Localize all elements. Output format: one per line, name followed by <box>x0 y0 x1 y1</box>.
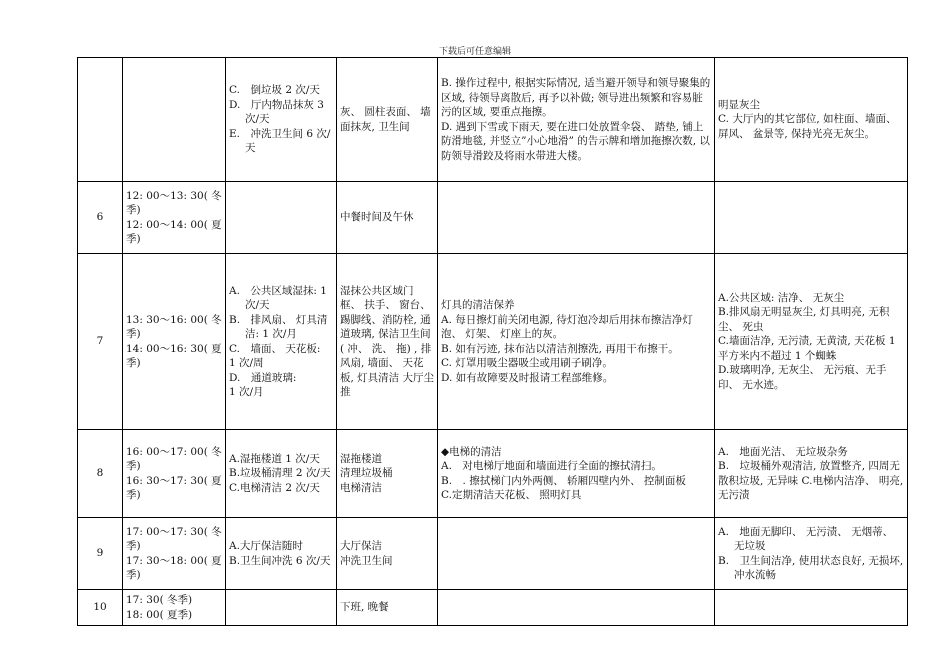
standard-cell <box>715 430 908 518</box>
method-cell <box>438 590 715 626</box>
frequency-item: A.湿拖楼道 1 次/天 <box>229 452 320 465</box>
row-number: 8 <box>78 430 123 518</box>
method-item: D. 如有故障要及时报请工程部维修。 <box>441 371 614 384</box>
content-cell: 灰、 圆柱表面、 墙面抹灰, 卫生间 <box>337 58 438 182</box>
time-item: 16: 30～17: 30( 夏季) <box>126 474 222 501</box>
standard-item: C. 大厅内的其它部位, 如柱面、墙面、 屏风、 盆景等, 保持光亮无灰尘。 <box>718 113 897 140</box>
row-number: 10 <box>78 590 123 626</box>
standard-item: D.玻璃明净, 无灰尘、 无污痕、无手印、 无水迹。 <box>718 364 887 391</box>
standard-cell <box>715 518 908 590</box>
method-item: A. 每日擦灯前关闭电源, 待灯泡冷却后用抹布擦洁净灯泡、 灯架、 灯座上的灰。 <box>441 313 693 340</box>
method-item: B. 如有污迹, 抹布沾以清洁剂擦洗, 再用干布擦干。 <box>441 342 679 355</box>
method-item: A. 对电梯厅地面和墙面进行全面的擦拭清扫。 <box>441 460 662 472</box>
method-item: D. 遇到下雪或下雨天, 要在进口处放置伞袋、 踏垫, 铺上防滑地毯, 并竖立”小心地滑” 的告示牌和增加拖擦次数, 以防领导滑跤及将雨水带进大楼。 <box>441 120 710 162</box>
standard-item: A. 地面光洁、 无垃圾杂务 <box>718 445 848 458</box>
table-row <box>78 254 908 430</box>
time-item: 12: 00～14: 00( 夏季) <box>126 218 222 245</box>
content-item: 电梯清洁 <box>340 481 382 494</box>
method-cell <box>438 430 715 518</box>
standard-cell <box>715 58 908 182</box>
cleaning-schedule-table <box>77 57 908 626</box>
standard-item: C.墙面洁净, 无污渍, 无黄渍, 天花板 1 平方米内不超过 1 个蜘蛛 <box>718 335 896 362</box>
method-cell <box>438 182 715 254</box>
content-item: 大厅保洁 <box>340 540 382 552</box>
time-item: 13: 30～16: 00( 冬季) <box>126 313 222 340</box>
standard-cell <box>715 254 908 430</box>
method-cell <box>438 58 715 182</box>
frequency-item: B.垃圾桶清理 2 次/天 <box>229 467 331 480</box>
table-row <box>78 590 908 626</box>
frequency-item: B.卫生间冲洗 6 次/天 <box>229 554 331 567</box>
time-item: 14: 00～16: 30( 夏季) <box>126 342 222 369</box>
content-cell <box>337 430 438 518</box>
content-item: 湿拖楼道 <box>340 452 382 465</box>
time-cell <box>123 430 226 518</box>
standard-item: B. 垃圾桶外观清洁, 放置整齐, 四周无散积垃圾, 无异味 C.电梯内洁净、 明亮, 无污渍 <box>718 460 904 501</box>
standard-item: B.排风扇无明显灰尘, 灯具明亮, 无积尘、 死虫 <box>718 306 890 333</box>
time-cell <box>123 58 226 182</box>
standard-item: B. 卫生间洁净, 使用状态良好, 无损坏, 冲水流畅 <box>718 554 904 581</box>
method-cell <box>438 254 715 430</box>
frequency-item: E. 冲洗卫生间 6 次/天 <box>229 127 331 155</box>
frequency-item: 1 次/周 <box>229 357 264 369</box>
frequency-item: A.大厅保洁随时 <box>229 540 303 552</box>
standard-item: 明显灰尘 <box>718 98 760 111</box>
frequency-cell <box>226 254 337 430</box>
standard-item: A. 地面无脚印、 无污渍、 无烟蒂、 无垃圾 <box>718 525 894 552</box>
content-item: 冲洗卫生间 <box>340 554 393 567</box>
row-number: 7 <box>78 254 123 430</box>
time-item: 17: 00～17: 30( 冬季) <box>126 525 222 552</box>
standard-cell <box>715 590 908 626</box>
frequency-item: C. 倒垃圾 2 次/天 <box>229 84 320 97</box>
time-item: 16: 00～17: 00( 冬季) <box>126 445 222 472</box>
row-number: 9 <box>78 518 123 590</box>
time-item: 18: 00( 夏季) <box>126 608 193 621</box>
row-number <box>78 58 123 182</box>
content-cell <box>337 518 438 590</box>
table-row <box>78 518 908 590</box>
table-row <box>78 58 908 182</box>
frequency-item: B. 排风扇、 灯具清洁: 1 次/月 <box>229 313 328 340</box>
table-row <box>78 430 908 518</box>
method-title: 灯具的清洁保养 <box>441 299 515 311</box>
frequency-item: D. 厅内物品抹灰 3 次/天 <box>229 98 324 126</box>
time-item: 17: 30～18: 00( 夏季) <box>126 554 222 581</box>
content-item: 清理垃圾桶 <box>340 467 393 480</box>
method-item: C. 灯罩用吸尘器吸尘或用刷子刷净。 <box>441 357 613 369</box>
standard-item: A.公共区域: 洁净、 无灰尘 <box>718 291 845 304</box>
content-cell: 中餐时间及午休 <box>337 182 438 254</box>
content-cell: 湿抹公共区域门框、 扶手、 窗台、 踢脚线、消防栓, 通道玻璃, 保洁卫生间( 冲、 洗、 拖) , 排风扇, 墙面、 天花板, 灯具清洁 大厅尘推 <box>337 254 438 430</box>
content-cell: 下班, 晚餐 <box>337 590 438 626</box>
time-cell <box>123 518 226 590</box>
time-item: 12: 00～13: 30( 冬季) <box>126 189 222 216</box>
method-cell <box>438 518 715 590</box>
time-cell <box>123 254 226 430</box>
frequency-cell <box>226 182 337 254</box>
frequency-item: C. 墙面、 天花板: <box>229 342 321 355</box>
table-row <box>78 182 908 254</box>
method-title: ◆电梯的清洁 <box>441 445 502 458</box>
time-cell <box>123 182 226 254</box>
page-header: 下载后可任意编辑 <box>438 47 511 57</box>
frequency-item: 1 次/月 <box>229 386 264 398</box>
row-number: 6 <box>78 182 123 254</box>
frequency-item: D. 通道玻璃: <box>229 371 297 384</box>
time-item: 17: 30( 冬季) <box>126 594 193 606</box>
method-item: B. 操作过程中, 根据实际情况, 适当避开领导和领导聚集的区域, 待领导离散后, 再予以补做; 领导进出频繁和容易脏污的区域, 要重点拖擦。 <box>441 77 711 118</box>
method-item: C.定期清洁天花板、 照明灯具 <box>441 489 582 501</box>
time-cell <box>123 590 226 626</box>
method-item: B. . 擦拭梯门内外两侧、 轿厢四壁内外、 控制面板 <box>441 474 686 487</box>
frequency-item: C.电梯清洁 2 次/天 <box>229 481 320 494</box>
frequency-cell <box>226 58 337 182</box>
frequency-cell <box>226 518 337 590</box>
frequency-item: A. 公共区域湿抹: 1 次/天 <box>229 284 327 311</box>
frequency-cell <box>226 430 337 518</box>
frequency-cell <box>226 590 337 626</box>
standard-cell <box>715 182 908 254</box>
